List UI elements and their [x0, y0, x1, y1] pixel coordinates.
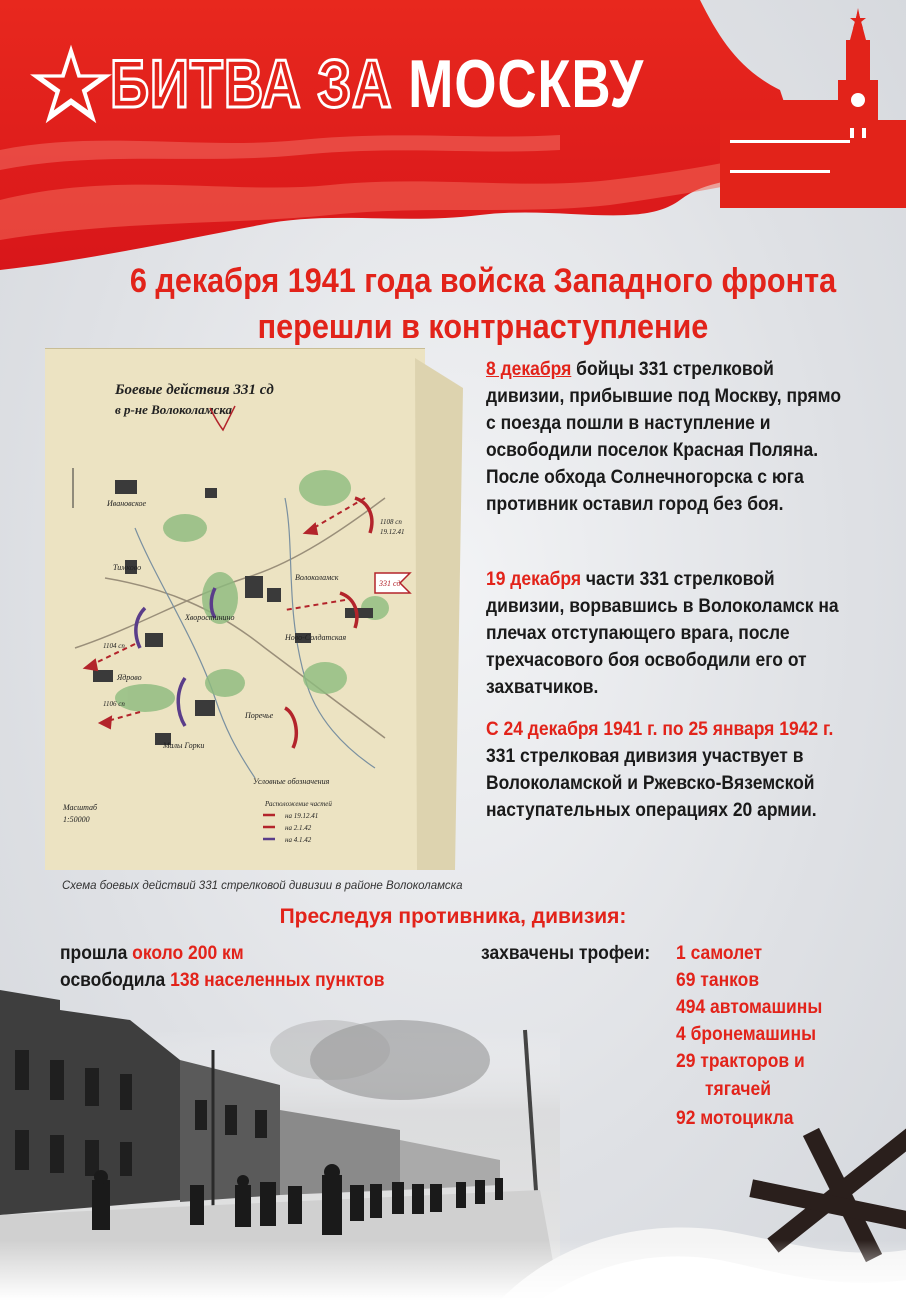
stat-settlements-prefix: освободила: [60, 970, 171, 991]
map-legend-subtitle: Расположение частей: [265, 800, 332, 808]
banner-title: [110, 44, 644, 124]
trophy-item: 69 танков: [676, 970, 760, 991]
paragraph-1: [486, 356, 854, 518]
map-place-6: Ядрово: [117, 673, 142, 682]
czech-hedgehog-icon: [760, 1140, 906, 1250]
paragraph-3-date: С 24 декабря 1941 г. по 25 января 1942 г.: [486, 719, 834, 740]
banner-title-outline: БИТВА ЗА: [110, 46, 393, 122]
star-icon: [30, 44, 112, 126]
map-place-7: Малы Горки: [163, 741, 205, 750]
pursuit-heading: Преследуя противника, дивизия:: [279, 905, 627, 928]
map-place-5: Поречье: [245, 711, 274, 720]
trophy-item: 1 самолет: [676, 943, 763, 964]
paragraph-3: [486, 716, 854, 824]
paragraph-2: [486, 566, 854, 701]
paragraph-1-date: 8 декабря: [486, 359, 572, 380]
map-unit-0: 1108 сп: [380, 518, 402, 526]
map-title-1: Боевые действия 331 сд: [115, 382, 274, 398]
headline-line-1: 6 декабря 1941 года войска Западного фронта: [129, 262, 837, 300]
stat-settlements: [60, 970, 384, 992]
map-unit-2: 331 сд: [379, 579, 401, 588]
map-title-2: в р-не Волоколамска: [115, 402, 233, 417]
map-place-4: Ново-Солдатская: [285, 633, 347, 642]
map-scale-value: 1:50000: [63, 815, 90, 824]
stat-distance-value: около 200 км: [132, 943, 244, 964]
map-unit-3: 1106 сп: [103, 700, 125, 708]
headline-line-2: перешли в контрнаступление: [257, 308, 709, 346]
map-legend-item-0: на 19.12.41: [285, 812, 319, 820]
map-place-1: Волоколамск: [295, 573, 339, 582]
stat-distance: [60, 943, 244, 965]
map-place-3: Хворостинино: [185, 613, 235, 622]
map-unit-1: 19.12.41: [380, 528, 405, 536]
headline: [102, 258, 863, 350]
paragraph-2-text: части 331 стрелковой дивизии, ворвавшись в Волоколамск на плечах отступающего врага, после трехчасового боя освободили его от захватчиков.: [486, 569, 839, 698]
trophy-item: 494 автомашины: [676, 997, 823, 1018]
map-scale-label: Масштаб: [63, 803, 98, 812]
map-legend-item-1: на 2.1.42: [285, 824, 312, 832]
map-unit-4: 1104 сп: [103, 642, 125, 650]
trophy-item: 4 бронемашины: [676, 1024, 817, 1045]
battle-map: [45, 348, 463, 870]
map-legend-item-2: на 4.1.42: [285, 836, 312, 844]
paragraph-2-date: 19 декабря: [486, 569, 582, 590]
trophies-label: захвачены трофеи:: [481, 943, 651, 964]
stat-distance-prefix: прошла: [60, 943, 133, 964]
paragraph-1-text: бойцы 331 стрелковой дивизии, прибывшие под Москву, прямо с поезда пошли в наступление и освободили поселок Красная Поляна. После обхода Солнечногорска с юга противник оставил город без боя.: [486, 359, 842, 515]
trophy-item: 92 мотоцикла: [676, 1108, 794, 1129]
paragraph-3-text: 331 стрелковая дивизия участвует в Волоколамской и Ржевско-Вяземской наступательных операциях 20 армии.: [486, 746, 817, 821]
map-place-0: Ивановское: [107, 499, 147, 508]
map-legend-title: Условные обозначения: [253, 777, 330, 786]
map-caption: Схема боевых действий 331 стрелковой дивизии в районе Волоколамска: [62, 880, 463, 892]
banner-title-solid: МОСКВУ: [408, 46, 645, 122]
trophy-item: 29 тракторов и: [676, 1051, 805, 1072]
map-place-2: Тимково: [113, 563, 142, 572]
trophy-item: тягачей: [705, 1079, 771, 1100]
stat-settlements-value: 138 населенных пунктов: [170, 970, 385, 991]
